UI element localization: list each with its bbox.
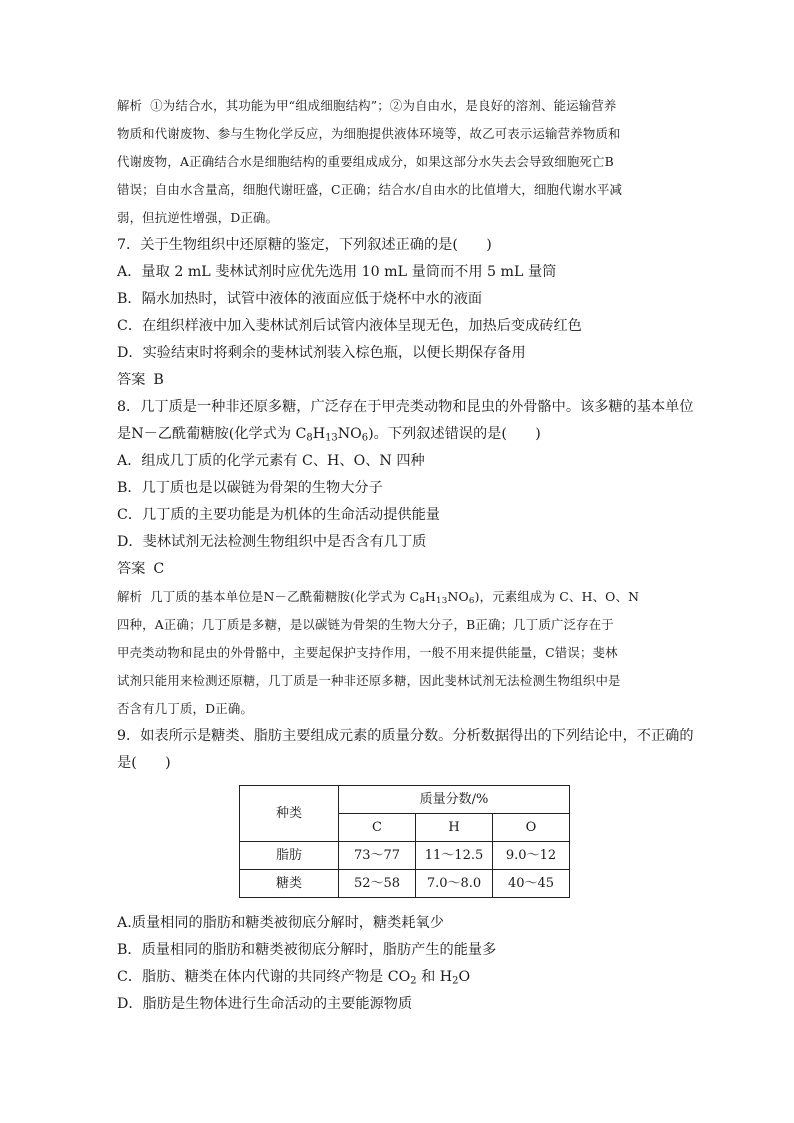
option-text: O	[458, 969, 471, 985]
answer-line	[117, 367, 679, 394]
option-b: B．隔水加热时，试管中液体的液面应低于烧杯中水的液面	[117, 291, 483, 307]
option-a: A．组成几丁质的化学元素有 C、H、O、N 四种	[117, 453, 425, 469]
table-col-c: C	[339, 814, 416, 842]
formula-sub: 13	[436, 596, 448, 607]
stem-text: 是N－乙酰葡糖胺(化学式为 C	[117, 426, 307, 442]
option-c: C．几丁质的主要功能是为机体的生命活动提供能量	[117, 507, 440, 523]
question-7	[117, 232, 679, 394]
table-col-h: H	[416, 814, 493, 842]
answer-value: C	[153, 561, 165, 577]
answer-line	[117, 556, 679, 583]
table-cell: 52～58	[339, 870, 416, 898]
explanation-q6	[117, 92, 679, 232]
formula-sub: 2	[452, 975, 459, 987]
explanation-text: 错误；自由水含量高，细胞代谢旺盛，C正确；结合水/自由水的比值增大，细胞代谢水平减	[117, 182, 623, 197]
option-text: C．脂肪、糖类在体内代谢的共同终产物是 CO	[117, 969, 411, 985]
question-stem: 7．关于生物组织中还原糖的鉴定，下列叙述正确的是( )	[117, 237, 492, 253]
explanation-text: )，元素组成为 C、H、O、N	[474, 589, 640, 604]
question-9	[117, 723, 694, 1018]
formula-text: NO	[337, 426, 362, 442]
table-header-mass: 质量分数/%	[339, 786, 570, 814]
question-stem: 9．如表所示是糖类、脂肪主要组成元素的质量分数。分析数据得出的下列结论中，不正确的	[117, 728, 694, 744]
table-cell: 11～12.5	[416, 842, 493, 870]
formula-sub: 8	[419, 596, 426, 607]
explanation-label: 解析	[117, 98, 143, 113]
option-d: D．实验结束时将剩余的斐林试剂装入棕色瓶，以便长期保存备用	[117, 345, 526, 361]
explanation-text: 否含有几丁质，D正确。	[117, 701, 254, 716]
table-cell: 脂肪	[240, 842, 339, 870]
option-b: B．质量相同的脂肪和糖类被彻底分解时，脂肪产生的能量多	[117, 942, 497, 958]
option-d: D．脂肪是生物体进行生命活动的主要能源物质	[117, 996, 413, 1012]
explanation-text: 弱，但抗逆性增强，D正确。	[117, 210, 279, 225]
table-cell: 73～77	[339, 842, 416, 870]
option-c: C．在组织样液中加入斐林试剂后试管内液体呈现无色，加热后变成砖红色	[117, 318, 582, 334]
table-cell: 40～45	[493, 870, 570, 898]
question-stem	[117, 421, 679, 448]
explanation-text: ①为结合水，其功能为甲“组成细胞结构”；②为自由水，是良好的溶剂、能运输营养	[150, 98, 617, 113]
table-header-kind: 种类	[240, 786, 339, 842]
explanation-q8	[117, 583, 679, 723]
table-cell: 7.0～8.0	[416, 870, 493, 898]
table-cell: 糖类	[240, 870, 339, 898]
answer-value: B	[153, 372, 164, 388]
formula-text: H	[312, 426, 326, 442]
formula-text: H	[425, 589, 437, 604]
table-col-o: O	[493, 814, 570, 842]
option-d: D．斐林试剂无法检测生物组织中是否含有几丁质	[117, 534, 427, 550]
explanation-text: 试剂只能用来检测还原糖，几丁质是一种非还原多糖，因此斐林试剂无法检测生物组织中是	[117, 673, 621, 688]
explanation-text: 几丁质的基本单位是N－乙酰葡糖胺(化学式为 C	[150, 589, 420, 604]
table-row	[240, 842, 570, 870]
answer-label: 答案	[117, 561, 146, 577]
formula-sub: 6	[361, 432, 369, 444]
formula-sub: 13	[325, 432, 338, 444]
explanation-text: 四种，A正确；几丁质是多糖，是以碳链为骨架的生物大分子，B正确；几丁质广泛存在于	[117, 617, 614, 632]
table-header-row	[240, 786, 570, 814]
explanation-text: 代谢废物，A正确结合水是细胞结构的重要组成成分，如果这部分水失去会导致细胞死亡B	[117, 154, 614, 169]
document-content	[117, 92, 694, 1018]
question-8	[117, 394, 694, 583]
option-text: 和 H	[416, 969, 453, 985]
formula-sub: 6	[468, 596, 475, 607]
formula-text: NO	[447, 589, 469, 604]
formula-sub: 8	[306, 432, 313, 444]
option-a: A．量取 2 mL 斐林试剂时应优先选用 10 mL 量筒而不用 5 mL 量筒	[117, 264, 557, 280]
explanation-label: 解析	[117, 589, 143, 604]
explanation-text: 物质和代谢废物、参与生物化学反应，为细胞提供液体环境等，故乙可表示运输营养物质和	[117, 126, 621, 141]
option-b: B．几丁质也是以碳链为骨架的生物大分子	[117, 480, 383, 496]
answer-label: 答案	[117, 372, 146, 388]
option-a: A.质量相同的脂肪和糖类被彻底分解时，糖类耗氧少	[117, 915, 444, 931]
stem-text: )。下列叙述错误的是( )	[368, 426, 541, 442]
formula-sub: 2	[410, 975, 417, 987]
question-stem: 8．几丁质是一种非还原多糖，广泛存在于甲壳类动物和昆虫的外骨骼中。该多糖的基本单位	[117, 399, 694, 415]
table-row	[240, 870, 570, 898]
option-c	[117, 964, 679, 991]
explanation-text: 甲壳类动物和昆虫的外骨骼中，主要起保护支持作用，一般不用来提供能量，C错误；斐林	[117, 645, 618, 660]
question-stem: 是( )	[117, 755, 171, 771]
table-cell: 9.0～12	[493, 842, 570, 870]
mass-fraction-table	[239, 785, 570, 898]
